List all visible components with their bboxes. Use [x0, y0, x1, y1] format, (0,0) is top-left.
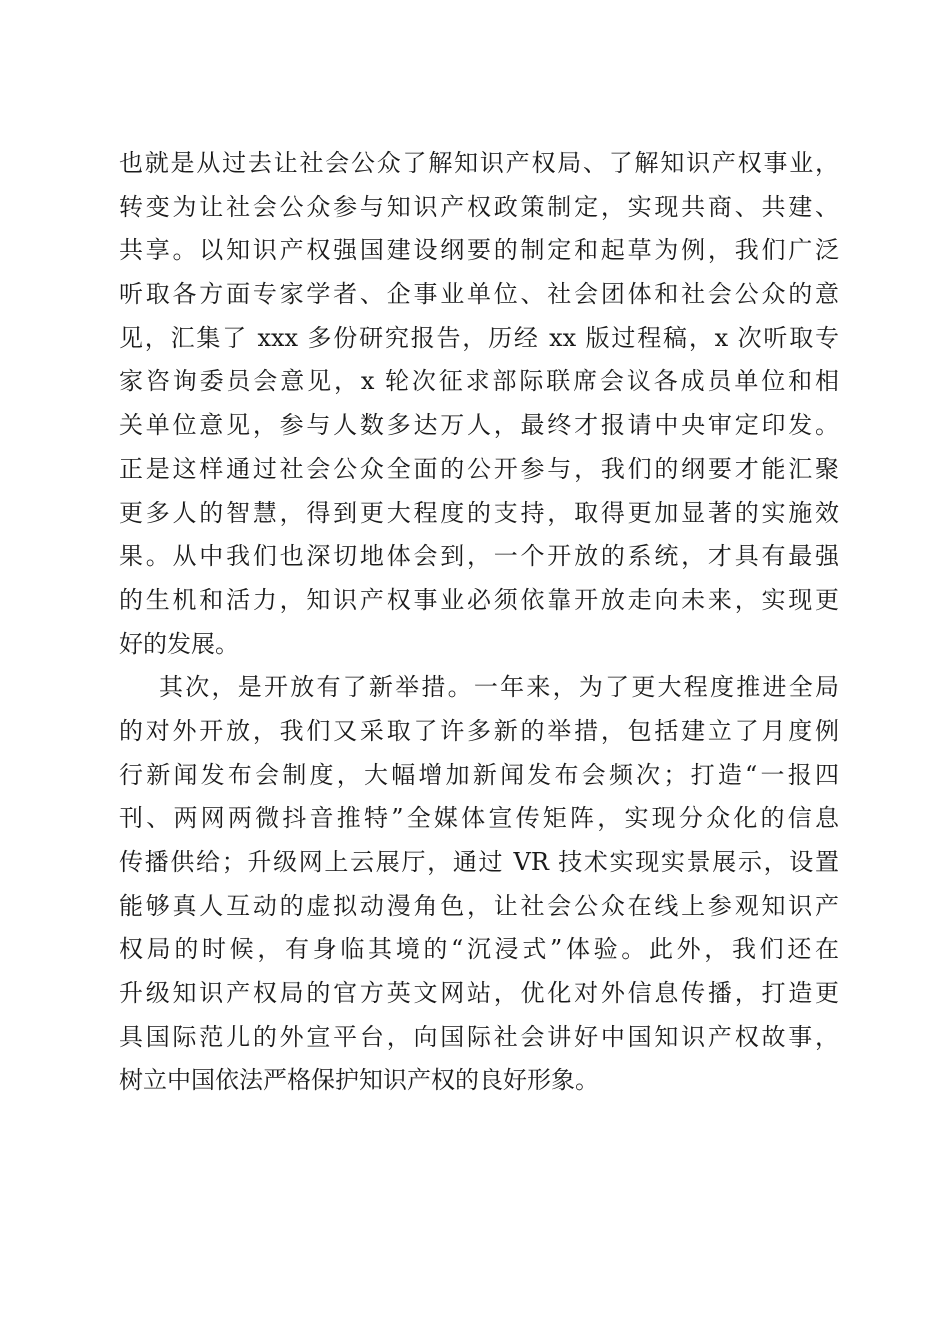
- text-line: 家咨询委员会意见，x 轮次征求部际联席会议各成员单位和相: [119, 367, 839, 396]
- text-line: 的对外开放，我们又采取了许多新的举措，包括建立了月度例: [119, 716, 839, 745]
- text-line: 传播供给；升级网上云展厅，通过 VR 技术实现实景展示，设置: [119, 848, 839, 876]
- text-line: 好的发展。: [119, 629, 239, 658]
- paragraph-1: [119, 142, 839, 666]
- text-line: 具国际范儿的外宣平台，向国际社会讲好中国知识产权故事，: [119, 1022, 839, 1051]
- text-line: 升级知识产权局的官方英文网站，优化对外信息传播，打造更: [119, 979, 839, 1008]
- text-line: 其次，是开放有了新举措。一年来，为了更大程度推进全局: [159, 673, 839, 702]
- text-line: 正是这样通过社会公众全面的公开参与，我们的纲要才能汇聚: [119, 454, 839, 483]
- text-line: 果。从中我们也深切地体会到，一个开放的系统，才具有最强: [119, 542, 839, 571]
- text-line: 刊、两网两微抖音推特”全媒体宣传矩阵，实现分众化的信息: [119, 804, 839, 833]
- text-line: 关单位意见，参与人数多达万人，最终才报请中央审定印发。: [119, 411, 839, 440]
- text-line: 能够真人互动的虚拟动漫角色，让社会公众在线上参观知识产: [119, 891, 839, 920]
- paragraph-2: [119, 666, 839, 1103]
- text-line: 行新闻发布会制度，大幅增加新闻发布会频次；打造“一报四: [119, 760, 839, 789]
- text-line: 权局的时候，有身临其境的“沉浸式”体验。此外，我们还在: [119, 935, 839, 964]
- text-line: 共享。以知识产权强国建设纲要的制定和起草为例，我们广泛: [119, 236, 839, 265]
- text-line: 见，汇集了 xxx 多份研究报告，历经 xx 版过程稿，x 次听取专: [119, 323, 839, 352]
- text-line: 更多人的智慧，得到更大程度的支持，取得更加显著的实施效: [119, 498, 839, 527]
- text-line: 听取各方面专家学者、企事业单位、社会团体和社会公众的意: [119, 280, 839, 309]
- text-line: 转变为让社会公众参与知识产权政策制定，实现共商、共建、: [119, 192, 839, 221]
- text-line: 也就是从过去让社会公众了解知识产权局、了解知识产权事业，: [119, 149, 839, 177]
- document-body: [119, 142, 839, 1103]
- text-line: 树立中国依法严格保护知识产权的良好形象。: [119, 1066, 599, 1095]
- text-line: 的生机和活力，知识产权事业必须依靠开放走向未来，实现更: [119, 585, 839, 614]
